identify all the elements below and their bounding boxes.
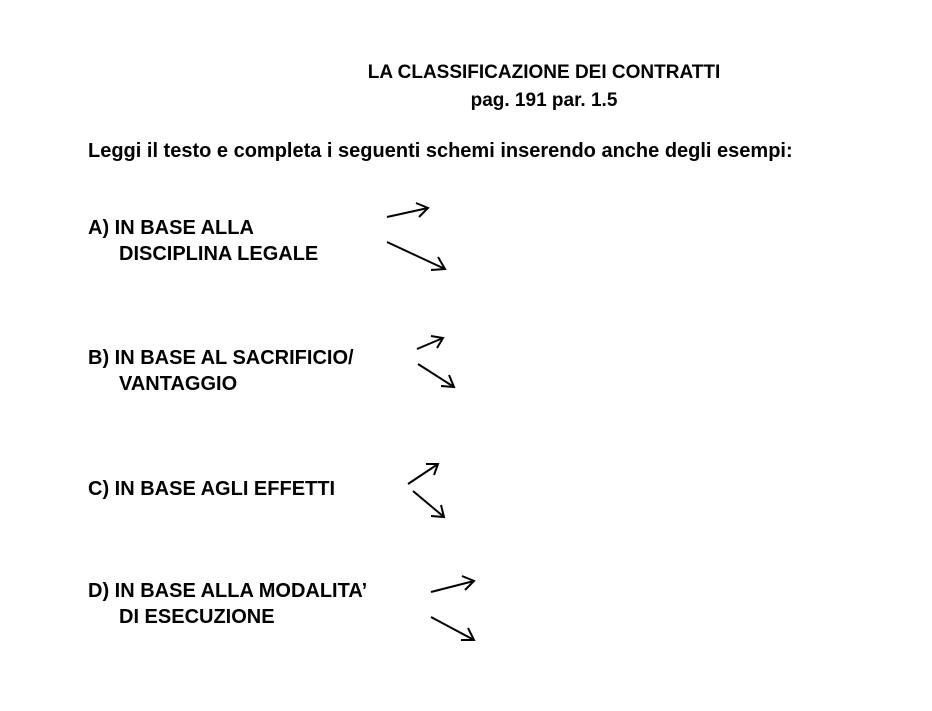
page-reference: pag. 191 par. 1.5 [470, 90, 618, 111]
item-d-line2: DI ESECUZIONE [119, 606, 275, 628]
instruction-text: Leggi il testo e completa i seguenti schemi inserendo anche degli esempi: [88, 140, 793, 162]
item-b-line2: VANTAGGIO [119, 373, 238, 395]
arrow-d-down-icon [431, 617, 474, 640]
item-a-line2: DISCIPLINA LEGALE [119, 243, 319, 265]
arrow-a-up-icon [387, 203, 428, 217]
arrow-d-up-icon [431, 576, 474, 592]
item-b-line1: B) IN BASE AL SACRIFICIO/ [88, 347, 354, 369]
item-d-line1: D) IN BASE ALLA MODALITA’ [88, 580, 368, 602]
item-c-line1: C) IN BASE AGLI EFFETTI [88, 478, 336, 500]
page-title: LA CLASSIFICAZIONE DEI CONTRATTI [367, 62, 721, 83]
arrow-c-down-icon [413, 491, 444, 517]
arrow-b-up-icon [417, 336, 443, 349]
item-a-line1: A) IN BASE ALLA [88, 217, 254, 239]
arrow-a-down-icon [387, 242, 445, 270]
arrow-b-down-icon [418, 364, 454, 387]
arrow-c-up-icon [408, 464, 438, 484]
